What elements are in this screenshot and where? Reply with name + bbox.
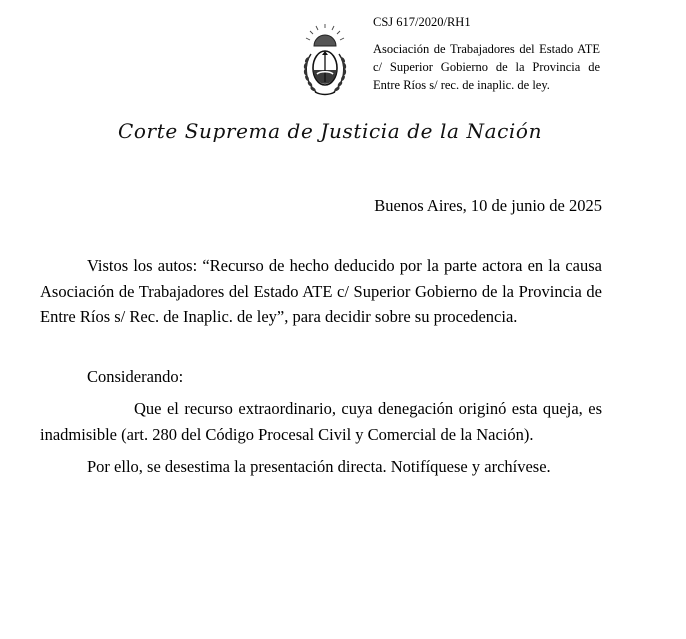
- court-name-heading: Corte Suprema de Justicia de la Nación: [118, 119, 543, 143]
- paragraph-considerando: [40, 396, 602, 447]
- paragraph-resolucion: Por ello, se desestima la presentación directa. Notifíquese y archívese.: [87, 457, 551, 476]
- paragraph-considerando-heading: Considerando:: [87, 367, 184, 386]
- date-line: Buenos Aires, 10 de junio de 2025: [374, 196, 602, 215]
- paragraph-considerando-text: Que el recurso extraordinario, cuya denegación originó esta queja, es inadmisible (art. 280 del Código Procesal Civil y Comercial de la Nación).: [40, 399, 602, 444]
- case-caption: Asociación de Trabajadores del Estado ATE c/ Superior Gobierno de la Provincia de Entre Ríos s/ rec. de inaplic. de ley.: [373, 42, 600, 92]
- paragraph-vistos-text: Vistos los autos: “Recurso de hecho deducido por la parte actora en la causa Asociación de Trabajadores del Estado ATE c/ Superior Gobierno de la Provincia de Entre Ríos s/ Rec. de Inaplic. de ley”, para decidir sobre su procedencia.: [40, 256, 602, 326]
- paragraph-vistos: [40, 253, 602, 330]
- case-number: CSJ 617/2020/RH1: [373, 15, 471, 29]
- coat-of-arms-icon: [298, 24, 352, 100]
